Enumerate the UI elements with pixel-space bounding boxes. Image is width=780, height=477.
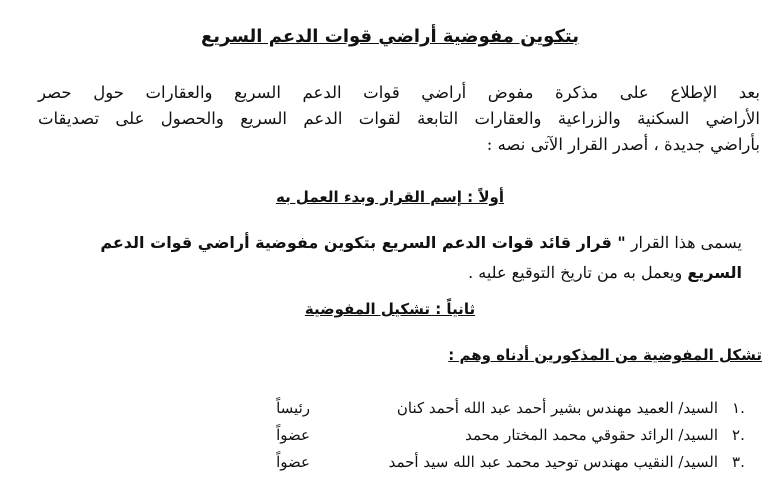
section-heading-2: [0, 300, 780, 318]
members-list-intro: تشكل المفوضية من المذكورين أدناه وهم :: [448, 346, 762, 364]
member-role: عضواً: [276, 426, 310, 444]
decision-name-bold: " قرار قائد قوات الدعم السريع بتكوين مفوضية أراضي قوات الدعم: [100, 233, 626, 252]
member-name: السيد/ النقيب مهندس توحيد محمد عبد الله سيد أحمد: [388, 453, 718, 471]
member-number: ١.: [732, 399, 745, 417]
section-heading-2-text: ثانياً : تشكيل المفوضية: [304, 300, 476, 318]
section1-line-2: [468, 262, 742, 284]
member-name: السيد/ العميد مهندس بشير أحمد عبد الله أحمد كنان: [396, 399, 718, 417]
member-name: السيد/ الرائد حقوقي محمد المختار محمد: [465, 426, 718, 444]
member-role: رئيساً: [276, 399, 310, 417]
document-title: بتكوين مفوضية أراضي قوات الدعم السريع: [200, 26, 580, 47]
member-row: [0, 453, 780, 477]
member-row: [0, 426, 780, 450]
section1-line-1: [100, 232, 742, 254]
intro-line-1: بعد الإطلاع على مذكرة مفوض أراضي قوات الدعم السريع والعقارات حول حصر: [38, 83, 760, 102]
member-number: ٣.: [732, 453, 745, 471]
intro-line-3: بأراضي جديدة ، أصدر القرار الآتى نصه :: [486, 135, 760, 154]
effective-date-text: ويعمل به من تاريخ التوقيع عليه .: [468, 263, 683, 282]
member-row: [0, 399, 780, 423]
member-role: عضواً: [276, 453, 310, 471]
section-heading-1: [0, 188, 780, 206]
section-heading-1-text: أولاً : إسم القرار وبدء العمل به: [275, 188, 504, 206]
intro-line-2: الأراضي السكنية والزراعية والعقارات التابعة لقوات الدعم السريع والحصول على تصديقات: [38, 109, 760, 128]
member-number: ٢.: [732, 426, 745, 444]
decision-name-bold-end: السريع: [687, 263, 742, 282]
decision-name-lead: يسمى هذا القرار: [630, 233, 742, 252]
